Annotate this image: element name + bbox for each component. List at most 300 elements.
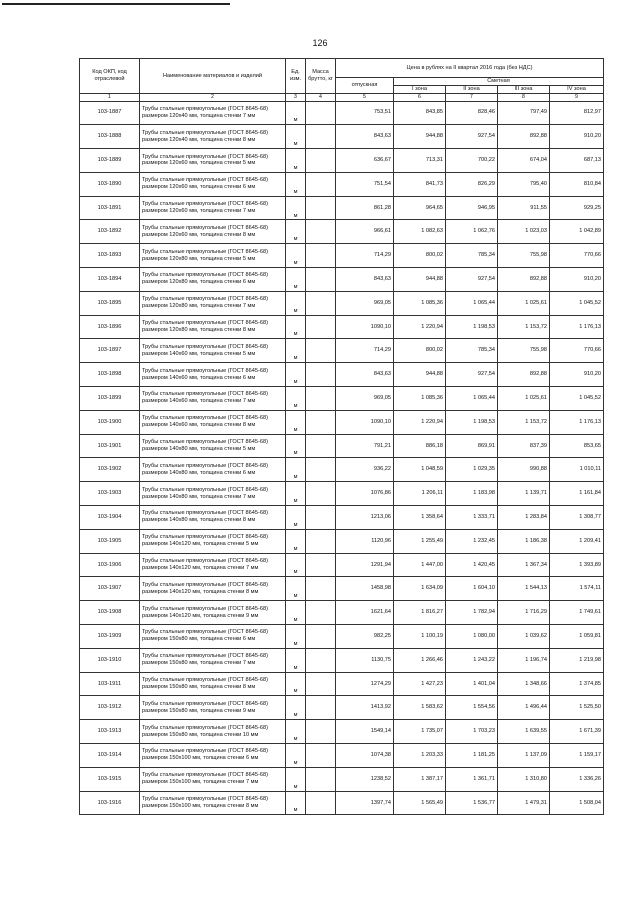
cell-mass xyxy=(306,101,336,125)
cell-price-zone-1: 800,02 xyxy=(394,339,446,363)
table-row xyxy=(80,268,604,292)
cell-mass xyxy=(306,529,336,553)
cell-price-wholesale: 791,21 xyxy=(336,434,394,458)
cell-name: Трубы стальные прямоугольные (ГОСТ 8645-68) размером 120х60 мм, толщина стенки 8 мм xyxy=(140,220,286,244)
cell-price-zone-3: 1 139,71 xyxy=(498,482,550,506)
page-number: 126 xyxy=(312,38,328,48)
cell-name: Трубы стальные прямоугольные (ГОСТ 8645-68) размером 140х60 мм, толщина стенки 7 мм xyxy=(140,387,286,411)
cell-name: Трубы стальные прямоугольные (ГОСТ 8645-68) размером 150х100 мм, толщина стенки 6 мм xyxy=(140,744,286,768)
cell-price-zone-4: 1 393,89 xyxy=(550,553,604,577)
cell-price-wholesale: 751,54 xyxy=(336,172,394,196)
cell-mass xyxy=(306,458,336,482)
cell-unit: м xyxy=(286,767,306,791)
cell-price-zone-1: 1 447,00 xyxy=(394,553,446,577)
cell-name: Трубы стальные прямоугольные (ГОСТ 8645-68) размером 120х40 мм, толщина стенки 7 мм xyxy=(140,101,286,125)
cell-name: Трубы стальные прямоугольные (ГОСТ 8645-68) размером 140х80 мм, толщина стенки 8 мм xyxy=(140,506,286,530)
cell-price-zone-3: 755,98 xyxy=(498,339,550,363)
cell-price-zone-2: 869,91 xyxy=(446,434,498,458)
cell-name: Трубы стальные прямоугольные (ГОСТ 8645-68) размером 150х100 мм, толщина стенки 8 мм xyxy=(140,791,286,815)
cell-unit: м xyxy=(286,648,306,672)
cell-name: Трубы стальные прямоугольные (ГОСТ 8645-68) размером 120х60 мм, толщина стенки 6 мм xyxy=(140,172,286,196)
cell-code: 103-1892 xyxy=(80,220,140,244)
header-price-group: Цена в рублях на II квартал 2016 года (без НДС) xyxy=(336,59,604,78)
cell-unit: м xyxy=(286,791,306,815)
table-row xyxy=(80,125,604,149)
column-number: 4 xyxy=(306,94,336,102)
table-row xyxy=(80,244,604,268)
cell-price-zone-4: 812,97 xyxy=(550,101,604,125)
cell-price-zone-3: 1 025,61 xyxy=(498,387,550,411)
cell-price-zone-4: 810,84 xyxy=(550,172,604,196)
cell-mass xyxy=(306,291,336,315)
cell-mass xyxy=(306,410,336,434)
cell-price-zone-4: 1 308,77 xyxy=(550,506,604,530)
table-body xyxy=(80,101,604,815)
cell-price-zone-3: 1 153,72 xyxy=(498,315,550,339)
cell-name: Трубы стальные прямоугольные (ГОСТ 8645-68) размером 140х60 мм, толщина стенки 6 мм xyxy=(140,363,286,387)
cell-name: Трубы стальные прямоугольные (ГОСТ 8645-68) размером 120х40 мм, толщина стенки 8 мм xyxy=(140,125,286,149)
cell-unit: м xyxy=(286,291,306,315)
table-row xyxy=(80,720,604,744)
cell-code: 103-1898 xyxy=(80,363,140,387)
cell-code: 103-1902 xyxy=(80,458,140,482)
table-row xyxy=(80,101,604,125)
cell-price-zone-4: 929,25 xyxy=(550,196,604,220)
cell-price-zone-3: 1 348,66 xyxy=(498,672,550,696)
cell-price-wholesale: 1549,14 xyxy=(336,720,394,744)
cell-unit: м xyxy=(286,744,306,768)
table-row xyxy=(80,553,604,577)
cell-price-zone-1: 800,02 xyxy=(394,244,446,268)
cell-price-wholesale: 1076,86 xyxy=(336,482,394,506)
table-row xyxy=(80,791,604,815)
column-number: 8 xyxy=(498,94,550,102)
cell-price-zone-1: 1 220,94 xyxy=(394,410,446,434)
cell-price-zone-1: 1 565,49 xyxy=(394,791,446,815)
table-row xyxy=(80,648,604,672)
cell-price-zone-3: 1 496,44 xyxy=(498,696,550,720)
cell-price-zone-4: 1 374,85 xyxy=(550,672,604,696)
cell-unit: м xyxy=(286,458,306,482)
cell-price-zone-1: 1 082,63 xyxy=(394,220,446,244)
cell-price-zone-1: 944,88 xyxy=(394,268,446,292)
cell-unit: м xyxy=(286,101,306,125)
cell-name: Трубы стальные прямоугольные (ГОСТ 8645-68) размером 140х80 мм, толщина стенки 7 мм xyxy=(140,482,286,506)
cell-unit: м xyxy=(286,601,306,625)
cell-mass xyxy=(306,315,336,339)
cell-price-wholesale: 1291,94 xyxy=(336,553,394,577)
cell-price-wholesale: 1090,10 xyxy=(336,315,394,339)
header-name: Наименование материалов и изделий xyxy=(140,59,286,94)
cell-price-zone-2: 1 333,71 xyxy=(446,506,498,530)
cell-name: Трубы стальные прямоугольные (ГОСТ 8645-68) размером 140х120 мм, толщина стенки 5 мм xyxy=(140,529,286,553)
cell-price-zone-2: 927,54 xyxy=(446,268,498,292)
cell-price-zone-2: 927,54 xyxy=(446,363,498,387)
cell-price-zone-4: 910,20 xyxy=(550,268,604,292)
cell-code: 103-1914 xyxy=(80,744,140,768)
column-number: 1 xyxy=(80,94,140,102)
cell-price-zone-2: 927,54 xyxy=(446,125,498,149)
cell-name: Трубы стальные прямоугольные (ГОСТ 8645-68) размером 120х80 мм, толщина стенки 5 мм xyxy=(140,244,286,268)
cell-name: Трубы стальные прямоугольные (ГОСТ 8645-68) размером 140х120 мм, толщина стенки 7 мм xyxy=(140,553,286,577)
price-table xyxy=(79,58,604,815)
cell-unit: м xyxy=(286,672,306,696)
cell-price-zone-4: 1 010,11 xyxy=(550,458,604,482)
cell-mass xyxy=(306,196,336,220)
cell-code: 103-1901 xyxy=(80,434,140,458)
cell-price-wholesale: 714,29 xyxy=(336,244,394,268)
cell-code: 103-1889 xyxy=(80,149,140,173)
cell-mass xyxy=(306,672,336,696)
cell-price-zone-4: 1 209,41 xyxy=(550,529,604,553)
cell-price-zone-3: 911,55 xyxy=(498,196,550,220)
cell-price-wholesale: 861,28 xyxy=(336,196,394,220)
cell-unit: м xyxy=(286,268,306,292)
cell-price-wholesale: 1213,06 xyxy=(336,506,394,530)
cell-price-zone-1: 1 583,62 xyxy=(394,696,446,720)
cell-name: Трубы стальные прямоугольные (ГОСТ 8645-68) размером 120х60 мм, толщина стенки 5 мм xyxy=(140,149,286,173)
cell-unit: м xyxy=(286,387,306,411)
cell-price-wholesale: 1238,52 xyxy=(336,767,394,791)
cell-price-zone-2: 1 703,23 xyxy=(446,720,498,744)
cell-price-zone-1: 1 206,11 xyxy=(394,482,446,506)
table-row xyxy=(80,434,604,458)
header-zone-3: III зона xyxy=(498,86,550,94)
table-row xyxy=(80,744,604,768)
cell-price-wholesale: 1458,98 xyxy=(336,577,394,601)
cell-price-zone-3: 755,98 xyxy=(498,244,550,268)
cell-price-zone-2: 1 181,25 xyxy=(446,744,498,768)
cell-code: 103-1900 xyxy=(80,410,140,434)
cell-mass xyxy=(306,220,336,244)
cell-price-zone-1: 944,88 xyxy=(394,125,446,149)
cell-price-zone-3: 892,88 xyxy=(498,125,550,149)
cell-price-zone-1: 1 634,09 xyxy=(394,577,446,601)
table-row xyxy=(80,767,604,791)
cell-mass xyxy=(306,601,336,625)
cell-unit: м xyxy=(286,220,306,244)
cell-price-zone-3: 837,39 xyxy=(498,434,550,458)
cell-price-zone-3: 1 283,84 xyxy=(498,506,550,530)
cell-code: 103-1899 xyxy=(80,387,140,411)
cell-unit: м xyxy=(286,196,306,220)
cell-mass xyxy=(306,149,336,173)
cell-price-zone-1: 1 085,36 xyxy=(394,291,446,315)
cell-code: 103-1894 xyxy=(80,268,140,292)
cell-price-zone-2: 1 062,76 xyxy=(446,220,498,244)
cell-unit: м xyxy=(286,149,306,173)
cell-name: Трубы стальные прямоугольные (ГОСТ 8645-68) размером 120х80 мм, толщина стенки 6 мм xyxy=(140,268,286,292)
cell-name: Трубы стальные прямоугольные (ГОСТ 8645-68) размером 150х80 мм, толщина стенки 9 мм xyxy=(140,696,286,720)
header-zone-1: I зона xyxy=(394,86,446,94)
cell-price-zone-3: 892,88 xyxy=(498,268,550,292)
cell-code: 103-1887 xyxy=(80,101,140,125)
cell-price-zone-2: 1 198,53 xyxy=(446,410,498,434)
cell-unit: м xyxy=(286,125,306,149)
cell-price-wholesale: 714,29 xyxy=(336,339,394,363)
cell-code: 103-1911 xyxy=(80,672,140,696)
column-number-row xyxy=(80,94,604,102)
cell-price-zone-4: 687,13 xyxy=(550,149,604,173)
cell-price-zone-3: 1 367,34 xyxy=(498,553,550,577)
cell-code: 103-1891 xyxy=(80,196,140,220)
cell-name: Трубы стальные прямоугольные (ГОСТ 8645-68) размером 150х80 мм, толщина стенки 7 мм xyxy=(140,648,286,672)
cell-price-zone-1: 1 255,49 xyxy=(394,529,446,553)
cell-price-zone-2: 1 536,77 xyxy=(446,791,498,815)
cell-price-zone-2: 1 782,94 xyxy=(446,601,498,625)
cell-price-wholesale: 982,25 xyxy=(336,625,394,649)
cell-price-zone-2: 946,95 xyxy=(446,196,498,220)
cell-mass xyxy=(306,387,336,411)
column-number: 3 xyxy=(286,94,306,102)
cell-code: 103-1912 xyxy=(80,696,140,720)
table-row xyxy=(80,339,604,363)
cell-price-zone-4: 1 045,52 xyxy=(550,387,604,411)
cell-code: 103-1890 xyxy=(80,172,140,196)
table-row xyxy=(80,696,604,720)
table-row xyxy=(80,506,604,530)
cell-price-zone-1: 944,88 xyxy=(394,363,446,387)
cell-price-zone-1: 1 203,33 xyxy=(394,744,446,768)
cell-price-zone-4: 1 045,52 xyxy=(550,291,604,315)
top-rule xyxy=(2,3,230,5)
cell-mass xyxy=(306,244,336,268)
cell-name: Трубы стальные прямоугольные (ГОСТ 8645-68) размером 140х120 мм, толщина стенки 9 мм xyxy=(140,601,286,625)
cell-price-zone-2: 1 198,53 xyxy=(446,315,498,339)
cell-price-zone-1: 1 387,17 xyxy=(394,767,446,791)
cell-price-zone-3: 1 023,03 xyxy=(498,220,550,244)
cell-price-zone-4: 1 161,84 xyxy=(550,482,604,506)
table-row xyxy=(80,149,604,173)
cell-code: 103-1915 xyxy=(80,767,140,791)
cell-unit: м xyxy=(286,172,306,196)
cell-price-wholesale: 969,05 xyxy=(336,291,394,315)
cell-mass xyxy=(306,506,336,530)
cell-unit: м xyxy=(286,244,306,268)
cell-unit: м xyxy=(286,696,306,720)
cell-price-zone-3: 1 196,74 xyxy=(498,648,550,672)
cell-price-zone-2: 1 232,45 xyxy=(446,529,498,553)
cell-unit: м xyxy=(286,720,306,744)
cell-price-wholesale: 1413,92 xyxy=(336,696,394,720)
cell-price-zone-2: 700,22 xyxy=(446,149,498,173)
cell-price-zone-4: 1 574,11 xyxy=(550,577,604,601)
cell-price-zone-2: 785,34 xyxy=(446,339,498,363)
cell-price-zone-2: 785,34 xyxy=(446,244,498,268)
cell-price-zone-3: 1 639,55 xyxy=(498,720,550,744)
cell-price-wholesale: 1130,75 xyxy=(336,648,394,672)
cell-code: 103-1888 xyxy=(80,125,140,149)
cell-code: 103-1913 xyxy=(80,720,140,744)
cell-price-zone-4: 1 749,61 xyxy=(550,601,604,625)
cell-price-zone-2: 1 554,56 xyxy=(446,696,498,720)
header-mass: Масса брутто, кг xyxy=(306,59,336,94)
header-estimate: Сметная xyxy=(394,78,604,86)
cell-price-zone-2: 1 401,04 xyxy=(446,672,498,696)
cell-price-zone-4: 770,66 xyxy=(550,244,604,268)
cell-price-zone-1: 1 266,46 xyxy=(394,648,446,672)
cell-name: Трубы стальные прямоугольные (ГОСТ 8645-68) размером 140х60 мм, толщина стенки 8 мм xyxy=(140,410,286,434)
cell-mass xyxy=(306,482,336,506)
cell-code: 103-1896 xyxy=(80,315,140,339)
cell-mass xyxy=(306,648,336,672)
cell-mass xyxy=(306,744,336,768)
cell-mass xyxy=(306,625,336,649)
cell-code: 103-1907 xyxy=(80,577,140,601)
cell-price-wholesale: 1621,64 xyxy=(336,601,394,625)
cell-name: Трубы стальные прямоугольные (ГОСТ 8645-68) размером 140х80 мм, толщина стенки 6 мм xyxy=(140,458,286,482)
cell-price-zone-2: 1 080,00 xyxy=(446,625,498,649)
cell-price-zone-3: 1 039,62 xyxy=(498,625,550,649)
cell-code: 103-1897 xyxy=(80,339,140,363)
cell-price-zone-1: 841,73 xyxy=(394,172,446,196)
table-row xyxy=(80,172,604,196)
cell-price-zone-4: 1 336,26 xyxy=(550,767,604,791)
cell-name: Трубы стальные прямоугольные (ГОСТ 8645-68) размером 120х60 мм, толщина стенки 7 мм xyxy=(140,196,286,220)
cell-unit: м xyxy=(286,315,306,339)
cell-unit: м xyxy=(286,434,306,458)
header-zone-4: IV зона xyxy=(550,86,604,94)
table-row xyxy=(80,529,604,553)
cell-price-zone-4: 1 159,17 xyxy=(550,744,604,768)
cell-unit: м xyxy=(286,529,306,553)
cell-price-zone-1: 1 358,64 xyxy=(394,506,446,530)
cell-mass xyxy=(306,339,336,363)
cell-mass xyxy=(306,125,336,149)
cell-price-zone-1: 713,31 xyxy=(394,149,446,173)
table-row xyxy=(80,387,604,411)
cell-price-zone-1: 1 735,07 xyxy=(394,720,446,744)
cell-price-zone-1: 1 085,36 xyxy=(394,387,446,411)
cell-code: 103-1910 xyxy=(80,648,140,672)
cell-price-zone-1: 1 048,59 xyxy=(394,458,446,482)
cell-price-zone-3: 892,88 xyxy=(498,363,550,387)
column-number: 7 xyxy=(446,94,498,102)
table-row xyxy=(80,363,604,387)
cell-price-zone-1: 886,18 xyxy=(394,434,446,458)
cell-mass xyxy=(306,363,336,387)
cell-mass xyxy=(306,434,336,458)
cell-name: Трубы стальные прямоугольные (ГОСТ 8645-68) размером 120х80 мм, толщина стенки 7 мм xyxy=(140,291,286,315)
cell-price-zone-2: 826,29 xyxy=(446,172,498,196)
cell-price-zone-3: 795,40 xyxy=(498,172,550,196)
cell-mass xyxy=(306,767,336,791)
cell-unit: м xyxy=(286,363,306,387)
cell-price-wholesale: 1120,96 xyxy=(336,529,394,553)
cell-price-zone-3: 1 716,29 xyxy=(498,601,550,625)
cell-code: 103-1908 xyxy=(80,601,140,625)
cell-name: Трубы стальные прямоугольные (ГОСТ 8645-68) размером 140х120 мм, толщина стенки 8 мм xyxy=(140,577,286,601)
cell-unit: м xyxy=(286,339,306,363)
header-code: Код ОКП, код отраслевой xyxy=(80,59,140,94)
cell-name: Трубы стальные прямоугольные (ГОСТ 8645-68) размером 150х100 мм, толщина стенки 7 мм xyxy=(140,767,286,791)
cell-price-zone-1: 1 427,23 xyxy=(394,672,446,696)
cell-code: 103-1905 xyxy=(80,529,140,553)
cell-price-zone-3: 1 544,13 xyxy=(498,577,550,601)
cell-price-wholesale: 969,05 xyxy=(336,387,394,411)
cell-price-zone-2: 1 420,45 xyxy=(446,553,498,577)
cell-mass xyxy=(306,720,336,744)
cell-price-zone-1: 1 816,27 xyxy=(394,601,446,625)
cell-price-zone-2: 1 065,44 xyxy=(446,387,498,411)
cell-price-zone-3: 990,88 xyxy=(498,458,550,482)
cell-unit: м xyxy=(286,410,306,434)
cell-price-zone-1: 1 220,94 xyxy=(394,315,446,339)
cell-price-zone-3: 1 186,38 xyxy=(498,529,550,553)
cell-price-wholesale: 753,51 xyxy=(336,101,394,125)
column-number: 9 xyxy=(550,94,604,102)
cell-unit: м xyxy=(286,482,306,506)
cell-price-zone-4: 1 176,13 xyxy=(550,410,604,434)
cell-price-zone-4: 910,20 xyxy=(550,363,604,387)
cell-price-wholesale: 843,63 xyxy=(336,268,394,292)
cell-mass xyxy=(306,553,336,577)
cell-price-wholesale: 1090,10 xyxy=(336,410,394,434)
cell-price-zone-4: 853,65 xyxy=(550,434,604,458)
cell-name: Трубы стальные прямоугольные (ГОСТ 8645-68) размером 150х80 мм, толщина стенки 8 мм xyxy=(140,672,286,696)
cell-price-wholesale: 636,67 xyxy=(336,149,394,173)
cell-mass xyxy=(306,577,336,601)
cell-price-zone-2: 1 029,35 xyxy=(446,458,498,482)
column-number: 5 xyxy=(336,94,394,102)
table-row xyxy=(80,315,604,339)
cell-mass xyxy=(306,696,336,720)
table-row xyxy=(80,410,604,434)
cell-name: Трубы стальные прямоугольные (ГОСТ 8645-68) размером 150х80 мм, толщина стенки 6 мм xyxy=(140,625,286,649)
table-row xyxy=(80,577,604,601)
cell-price-zone-4: 1 508,04 xyxy=(550,791,604,815)
cell-unit: м xyxy=(286,553,306,577)
cell-code: 103-1903 xyxy=(80,482,140,506)
cell-mass xyxy=(306,268,336,292)
cell-unit: м xyxy=(286,625,306,649)
cell-mass xyxy=(306,791,336,815)
table-row xyxy=(80,458,604,482)
cell-price-wholesale: 936,22 xyxy=(336,458,394,482)
table-row xyxy=(80,196,604,220)
table-row xyxy=(80,672,604,696)
cell-price-zone-3: 674,04 xyxy=(498,149,550,173)
cell-price-zone-4: 1 042,89 xyxy=(550,220,604,244)
table-row xyxy=(80,291,604,315)
cell-name: Трубы стальные прямоугольные (ГОСТ 8645-68) размером 120х80 мм, толщина стенки 8 мм xyxy=(140,315,286,339)
cell-price-zone-2: 1 361,71 xyxy=(446,767,498,791)
header-zone-2: II зона xyxy=(446,86,498,94)
cell-price-wholesale: 843,63 xyxy=(336,125,394,149)
cell-price-zone-2: 1 065,44 xyxy=(446,291,498,315)
cell-price-zone-2: 1 183,98 xyxy=(446,482,498,506)
table-row xyxy=(80,601,604,625)
cell-code: 103-1895 xyxy=(80,291,140,315)
cell-price-zone-2: 1 243,22 xyxy=(446,648,498,672)
table-row xyxy=(80,482,604,506)
cell-name: Трубы стальные прямоугольные (ГОСТ 8645-68) размером 140х60 мм, толщина стенки 5 мм xyxy=(140,339,286,363)
cell-price-zone-3: 1 025,61 xyxy=(498,291,550,315)
cell-name: Трубы стальные прямоугольные (ГОСТ 8645-68) размером 140х80 мм, толщина стенки 5 мм xyxy=(140,434,286,458)
cell-code: 103-1909 xyxy=(80,625,140,649)
cell-price-zone-4: 910,20 xyxy=(550,125,604,149)
cell-price-wholesale: 1397,74 xyxy=(336,791,394,815)
cell-price-zone-1: 964,65 xyxy=(394,196,446,220)
column-number: 6 xyxy=(394,94,446,102)
cell-code: 103-1904 xyxy=(80,506,140,530)
cell-price-wholesale: 1274,29 xyxy=(336,672,394,696)
cell-price-zone-4: 1 176,13 xyxy=(550,315,604,339)
cell-code: 103-1893 xyxy=(80,244,140,268)
cell-price-wholesale: 1074,38 xyxy=(336,744,394,768)
cell-price-zone-3: 1 479,31 xyxy=(498,791,550,815)
header-unit: Ед. изм. xyxy=(286,59,306,94)
